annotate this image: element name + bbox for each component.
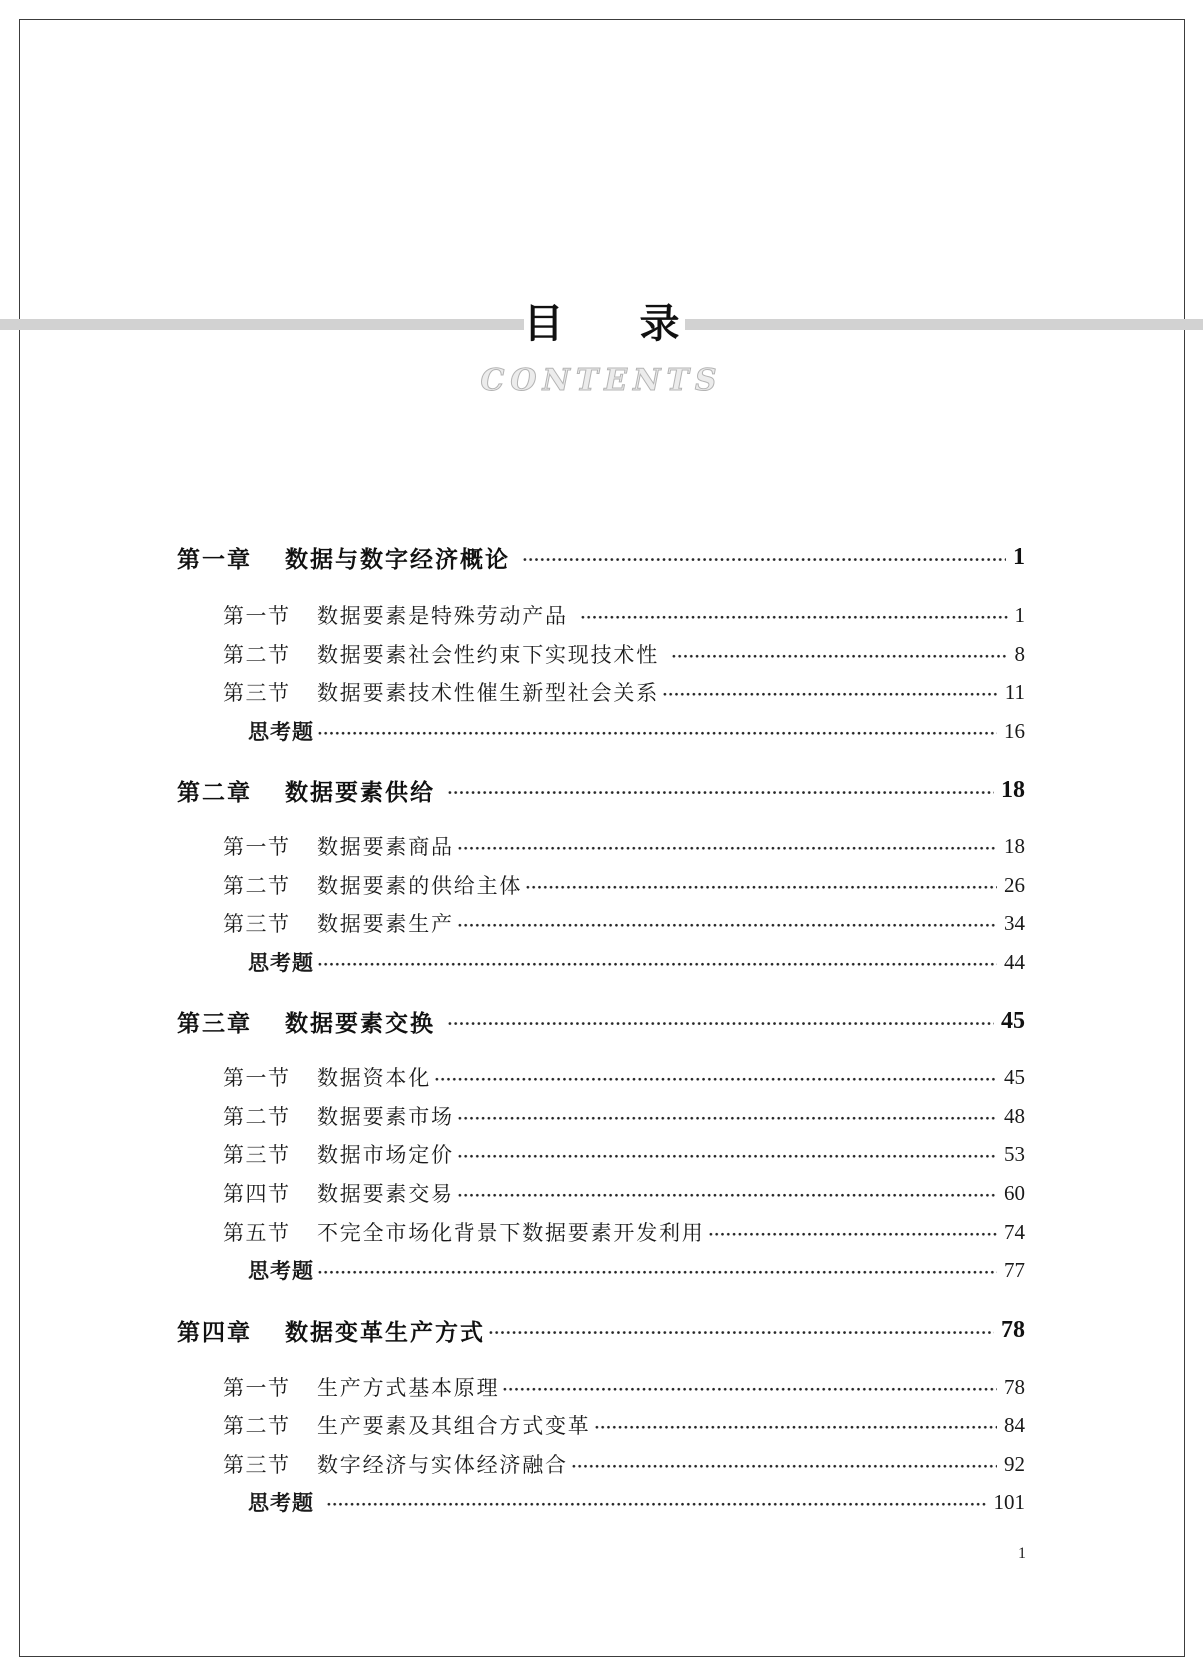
section-title: 生产方式基本原理 <box>317 1376 500 1400</box>
review-questions-label: 思考题 <box>248 719 314 744</box>
section-page-number: 74 <box>1004 1219 1025 1244</box>
section-page-number: 45 <box>1004 1064 1025 1089</box>
chapter-title: 数据与数字经济概论 <box>285 546 510 573</box>
toc-chapter-2 <box>177 774 1025 806</box>
dot-leader <box>522 541 1006 573</box>
toc-subtitle: CONTENTS <box>480 363 723 398</box>
section-page-number: 92 <box>1004 1451 1025 1476</box>
dot-leader <box>317 717 997 745</box>
section-label: 第二节 <box>223 1414 291 1438</box>
toc-review-questions-4 <box>248 1488 1025 1516</box>
section-label: 第一节 <box>223 604 291 628</box>
section-page-number: 1 <box>1014 602 1025 627</box>
review-questions-page-number: 77 <box>1004 1257 1025 1282</box>
toc-section-4-2 <box>223 1411 1025 1439</box>
toc-section-3-5 <box>223 1218 1025 1246</box>
section-title: 数据资本化 <box>317 1066 431 1090</box>
section-title: 数据市场定价 <box>317 1143 454 1167</box>
dot-leader <box>580 601 1008 629</box>
toc-review-questions-1 <box>248 717 1025 745</box>
section-label: 第二节 <box>223 643 291 667</box>
chapter-title: 数据变革生产方式 <box>285 1319 485 1346</box>
section-label: 第一节 <box>223 835 291 859</box>
dot-leader <box>434 1063 997 1091</box>
dot-leader <box>457 909 997 937</box>
toc-section-3-2 <box>223 1102 1025 1130</box>
section-page-number: 8 <box>1014 641 1025 666</box>
section-title: 数据要素的供给主体 <box>317 874 523 898</box>
chapter-page-number: 45 <box>1001 1007 1025 1034</box>
section-title: 数据要素技术性催生新型社会关系 <box>317 681 659 705</box>
section-label: 第一节 <box>223 1066 291 1090</box>
dot-leader <box>708 1218 997 1246</box>
toc-section-1-2 <box>223 640 1025 668</box>
chapter-title: 数据要素交换 <box>285 1010 435 1037</box>
review-questions-label: 思考题 <box>248 1490 314 1515</box>
dot-leader <box>457 1179 997 1207</box>
dot-leader <box>457 832 997 860</box>
section-title: 数据要素交易 <box>317 1182 454 1206</box>
toc-section-3-4 <box>223 1179 1025 1207</box>
section-title: 数据要素市场 <box>317 1105 454 1129</box>
section-title: 不完全市场化背景下数据要素开发利用 <box>317 1221 705 1245</box>
dot-leader <box>671 640 1008 668</box>
toc-chapter-4 <box>177 1314 1025 1346</box>
dot-leader <box>447 774 994 806</box>
toc-section-3-3 <box>223 1140 1025 1168</box>
dot-leader <box>594 1411 997 1439</box>
section-label: 第三节 <box>223 1143 291 1167</box>
dot-leader <box>525 871 997 899</box>
dot-leader <box>447 1005 994 1037</box>
section-page-number: 60 <box>1004 1180 1025 1205</box>
section-page-number: 48 <box>1004 1103 1025 1128</box>
toc-section-2-1 <box>223 832 1025 860</box>
dot-leader <box>326 1488 987 1516</box>
dot-leader <box>488 1314 994 1346</box>
section-title: 数据要素是特殊劳动产品 <box>317 604 568 628</box>
section-label: 第三节 <box>223 912 291 936</box>
section-title: 数据要素商品 <box>317 835 454 859</box>
section-page-number: 84 <box>1004 1412 1025 1437</box>
section-title: 生产要素及其组合方式变革 <box>317 1414 591 1438</box>
section-label: 第二节 <box>223 874 291 898</box>
toc-chapter-1 <box>177 541 1025 573</box>
section-label: 第二节 <box>223 1105 291 1129</box>
section-title: 数字经济与实体经济融合 <box>317 1453 568 1477</box>
dot-leader <box>317 948 997 976</box>
toc-section-3-1 <box>223 1063 1025 1091</box>
dot-leader <box>502 1373 997 1401</box>
dot-leader <box>317 1256 997 1284</box>
section-page-number: 34 <box>1004 910 1025 935</box>
chapter-label: 第四章 <box>177 1319 252 1346</box>
review-questions-label: 思考题 <box>248 950 314 975</box>
toc-title: 目 录 <box>523 300 680 347</box>
section-page-number: 78 <box>1004 1374 1025 1399</box>
section-title: 数据要素社会性约束下实现技术性 <box>317 643 659 667</box>
review-questions-page-number: 16 <box>1004 718 1025 743</box>
toc-review-questions-3 <box>248 1256 1025 1284</box>
toc-section-2-2 <box>223 871 1025 899</box>
section-page-number: 11 <box>1004 679 1025 704</box>
section-label: 第四节 <box>223 1182 291 1206</box>
chapter-label: 第一章 <box>177 546 252 573</box>
review-questions-page-number: 101 <box>993 1489 1025 1514</box>
toc-section-1-3 <box>223 678 1025 706</box>
toc-section-2-3 <box>223 909 1025 937</box>
toc-review-questions-2 <box>248 948 1025 976</box>
section-page-number: 26 <box>1004 872 1025 897</box>
section-label: 第五节 <box>223 1221 291 1245</box>
review-questions-page-number: 44 <box>1004 949 1025 974</box>
page-number: 1 <box>1018 1545 1026 1562</box>
toc-section-1-1 <box>223 601 1025 629</box>
dot-leader <box>571 1450 997 1478</box>
chapter-page-number: 1 <box>1013 543 1025 570</box>
toc-section-4-1 <box>223 1373 1025 1401</box>
section-label: 第一节 <box>223 1376 291 1400</box>
chapter-page-number: 18 <box>1001 776 1025 803</box>
chapter-label: 第二章 <box>177 779 252 806</box>
review-questions-label: 思考题 <box>248 1258 314 1283</box>
section-label: 第三节 <box>223 1453 291 1477</box>
chapter-label: 第三章 <box>177 1010 252 1037</box>
section-page-number: 53 <box>1004 1141 1025 1166</box>
chapter-page-number: 78 <box>1001 1316 1025 1343</box>
section-title: 数据要素生产 <box>317 912 454 936</box>
toc-chapter-3 <box>177 1005 1025 1037</box>
chapter-title: 数据要素供给 <box>285 779 435 806</box>
dot-leader <box>457 1140 997 1168</box>
dot-leader <box>457 1102 997 1130</box>
section-page-number: 18 <box>1004 833 1025 858</box>
section-label: 第三节 <box>223 681 291 705</box>
dot-leader <box>662 678 998 706</box>
toc-section-4-3 <box>223 1450 1025 1478</box>
